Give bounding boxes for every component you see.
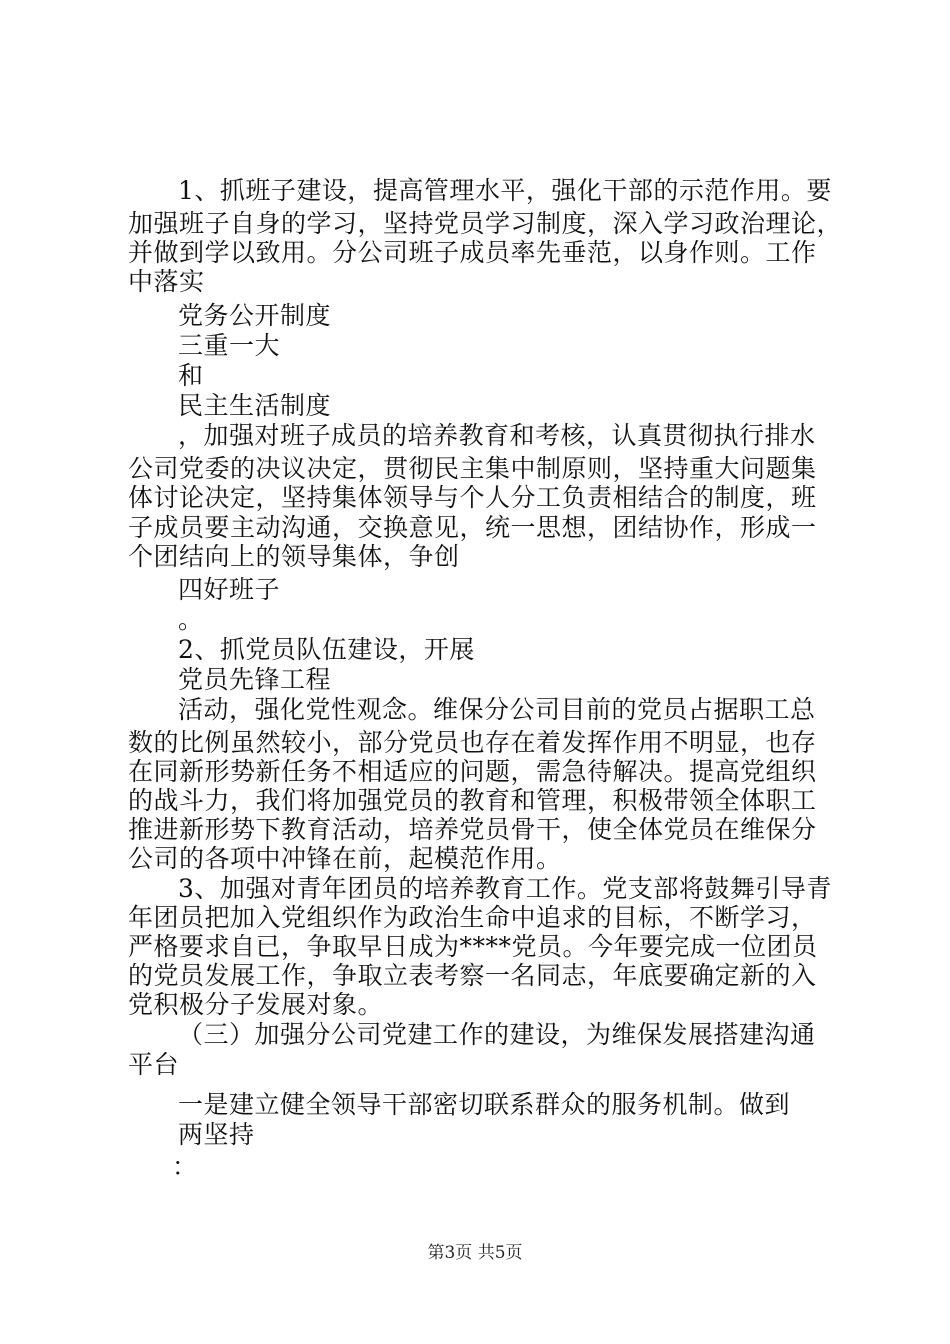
body-line-17: 党员先锋工程 <box>178 665 332 694</box>
body-line-14: 四好班子 <box>178 575 281 604</box>
body-line-33: ： <box>172 1152 198 1181</box>
body-line-19: 数的比例虽然较小，部分党员也存在着发挥作用不明显，也存 <box>128 728 817 757</box>
body-line-9: ，加强对班子成员的培养教育和考核，认真贯彻执行排水 <box>178 421 816 450</box>
body-line-30: 平台 <box>128 1050 180 1079</box>
body-line-15: 。 <box>178 605 204 634</box>
body-line-1: 1、抓班子建设，提高管理水平，强化干部的示范作用。要 <box>178 176 832 205</box>
body-line-24: 3、加强对青年团员的培养教育工作。党支部将鼓舞引导青 <box>178 874 832 903</box>
body-line-20: 在同新形势新任务不相适应的问题，需急待解决。提高党组织 <box>128 757 817 786</box>
body-line-5: 党务公开制度 <box>178 301 332 330</box>
body-line-23: 公司的各项中冲锋在前，起模范作用。 <box>128 844 562 873</box>
body-line-13: 个团结向上的领导集体，争创 <box>128 542 460 571</box>
body-line-26: 严格要求自已，争取早日成为****党员。今年要完成一位团员 <box>128 932 818 961</box>
body-line-4: 中落实 <box>128 267 205 296</box>
page-number-footer: 第3页 共5页 <box>427 1243 523 1263</box>
body-line-8: 民主生活制度 <box>178 391 332 420</box>
body-line-32: 两坚持 <box>178 1120 255 1149</box>
body-line-16: 2、抓党员队伍建设，开展 <box>178 635 475 664</box>
body-line-31: 一是建立健全领导干部密切联系群众的服务机制。做到 <box>178 1090 791 1119</box>
body-line-3: 并做到学以致用。分公司班子成员率先垂范，以身作则。工作 <box>128 238 817 267</box>
body-line-2: 加强班子自身的学习，坚持党员学习制度，深入学习政治理论， <box>128 209 843 238</box>
body-line-29: （三）加强分公司党建工作的建设，为维保发展搭建沟通 <box>178 1020 816 1049</box>
body-line-7: 和 <box>178 361 204 390</box>
body-line-27: 的党员发展工作，争取立表考察一名同志，年底要确定新的入 <box>128 961 817 990</box>
body-line-12: 子成员要主动沟通，交换意见，统一思想，团结协作，形成一 <box>128 513 817 542</box>
body-line-22: 推进新形势下教育活动，培养党员骨干，使全体党员在维保分 <box>128 815 817 844</box>
body-line-10: 公司党委的决议决定，贯彻民主集中制原则，坚持重大问题集 <box>128 454 817 483</box>
body-line-25: 年团员把加入党组织作为政治生命中追求的目标，不断学习， <box>128 903 817 932</box>
body-line-21: 的战斗力，我们将加强党员的教育和管理，积极带领全体职工 <box>128 786 817 815</box>
body-line-11: 体讨论决定，坚持集体领导与个人分工负责相结合的制度，班 <box>128 483 817 512</box>
body-line-28: 党积极分子发展对象。 <box>128 990 384 1019</box>
body-line-18: 活动，强化党性观念。维保分公司目前的党员占据职工总 <box>178 695 816 724</box>
body-line-6: 三重一大 <box>178 331 281 360</box>
